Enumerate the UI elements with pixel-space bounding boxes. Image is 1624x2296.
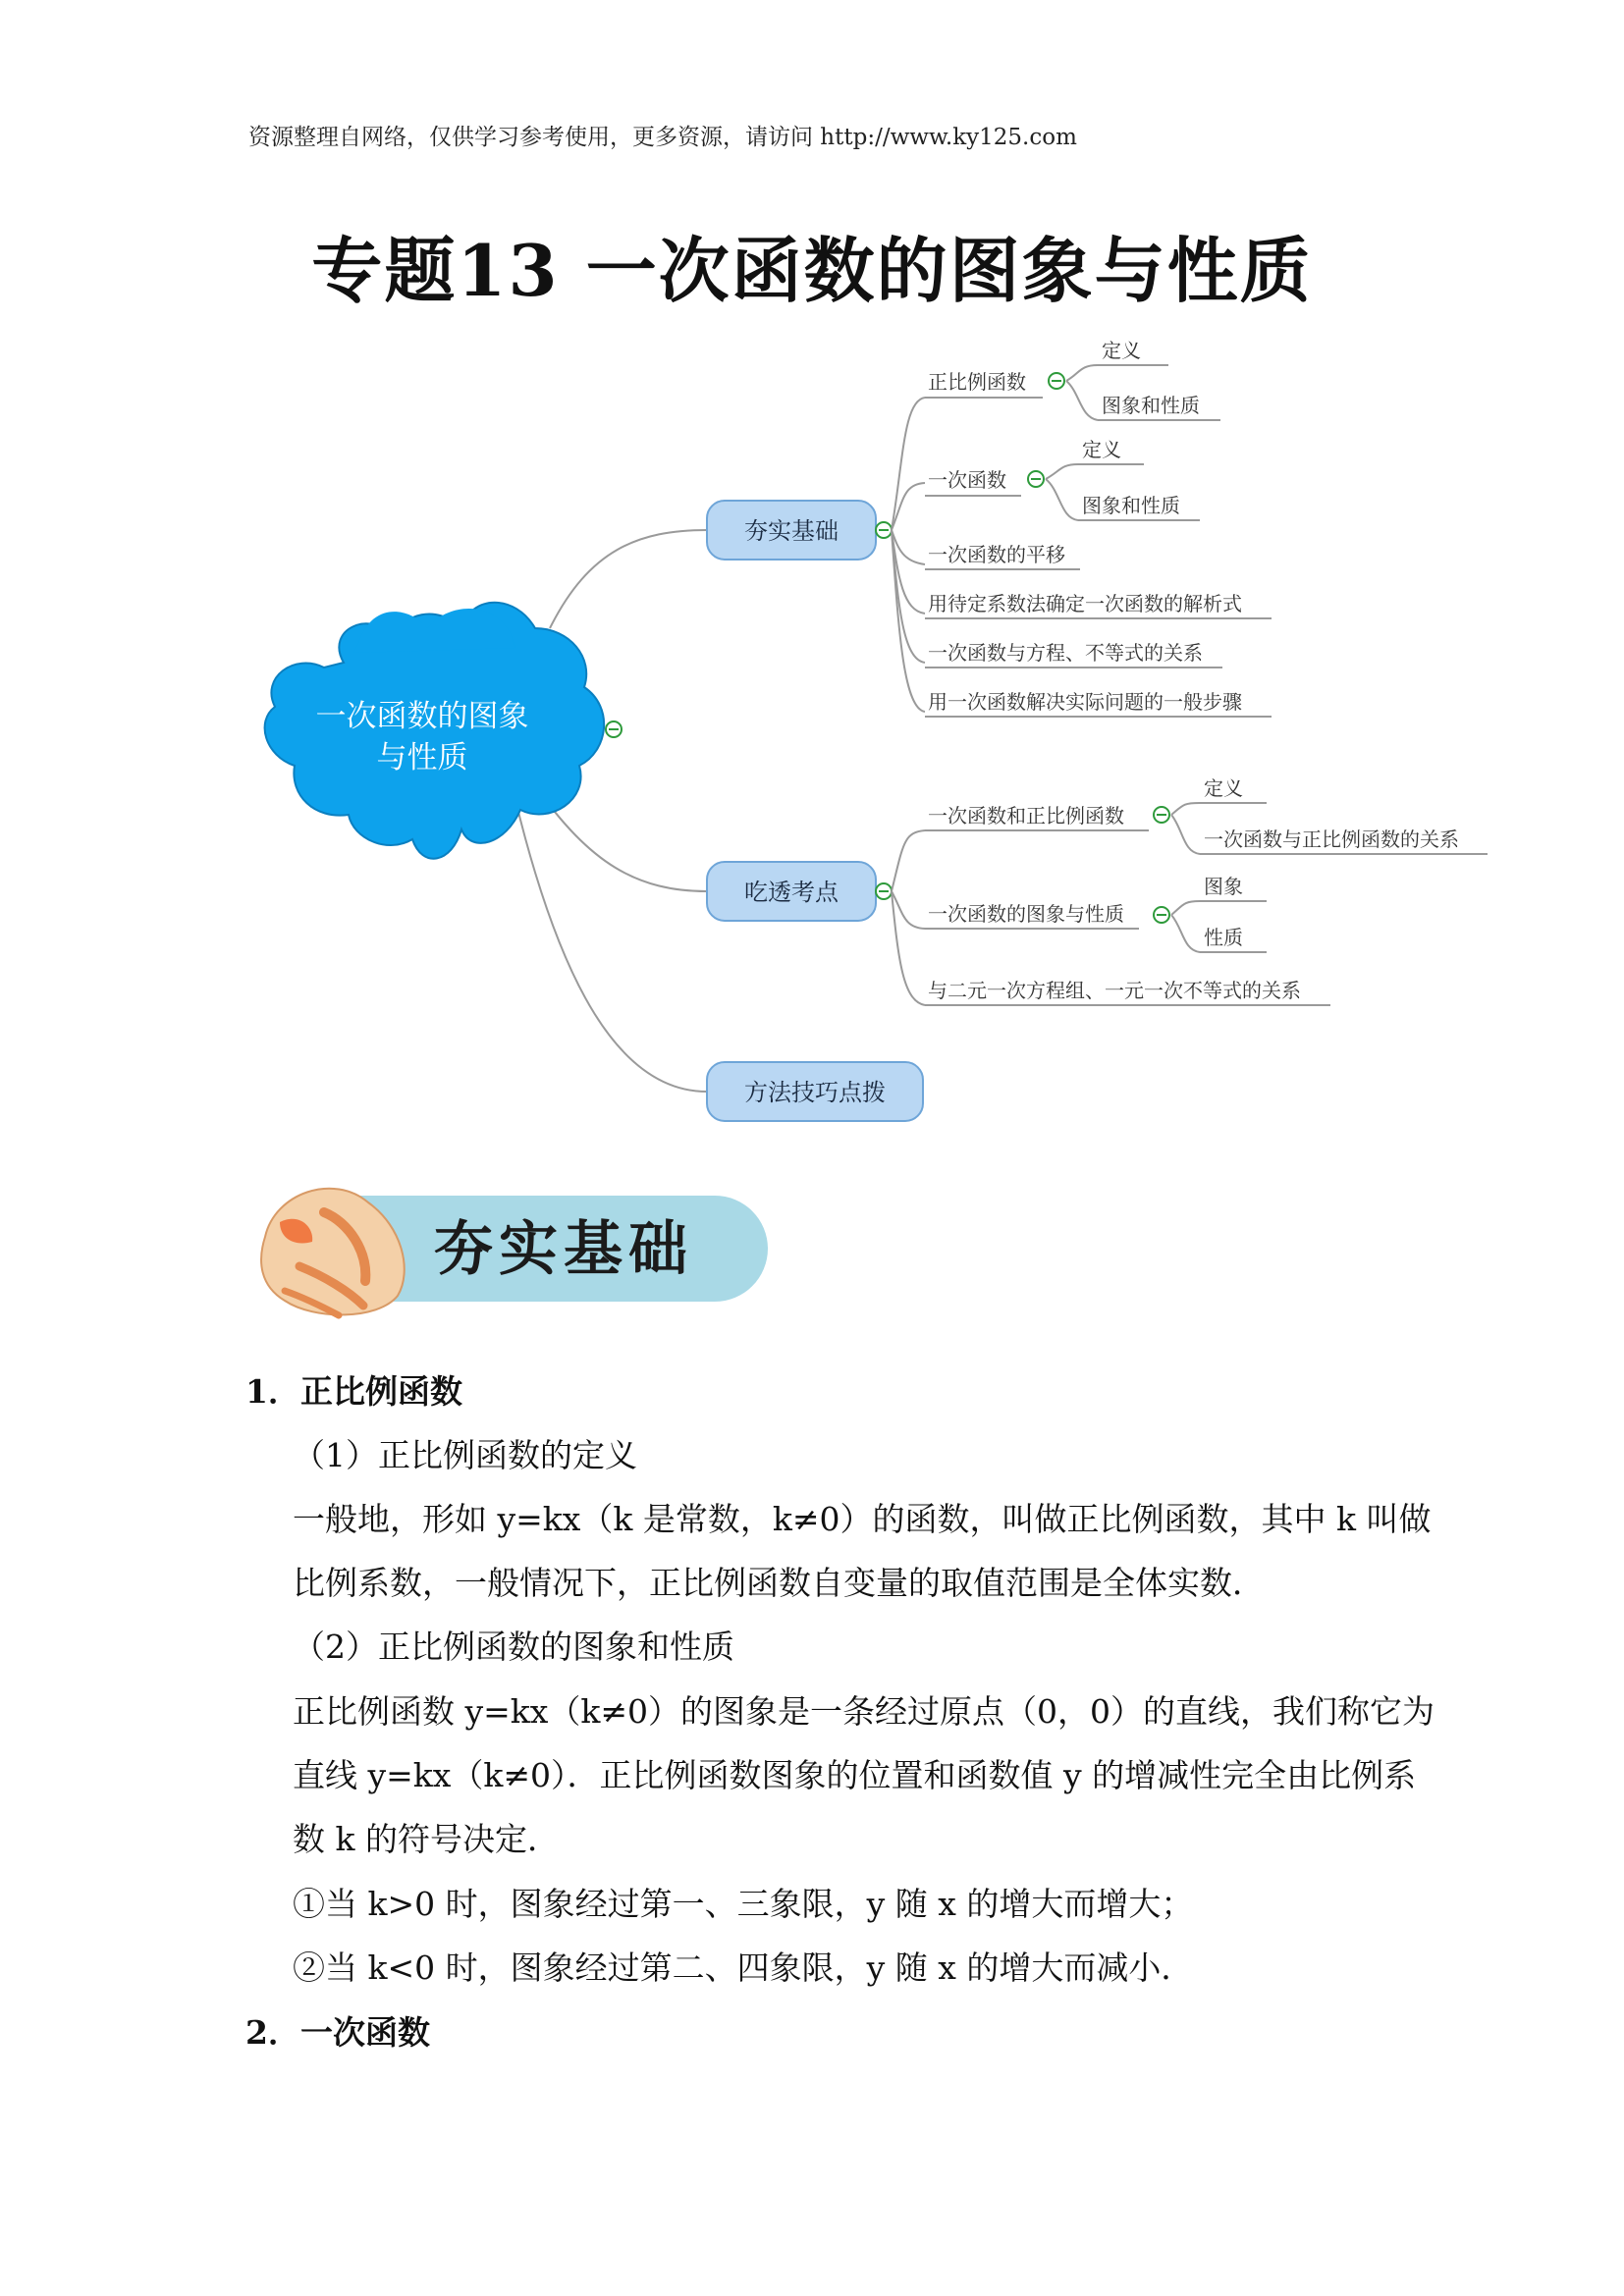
- paragraph-line: 正比例函数 y=kx（k≠0）的图象是一条经过原点（0，0）的直线，我们称它为: [293, 1692, 1435, 1731]
- mindmap-node: 图象和性质: [1102, 394, 1200, 417]
- mindmap-node: 性质: [1204, 926, 1243, 949]
- mindmap-node: 定义: [1082, 438, 1121, 461]
- collapse-icon[interactable]: [876, 883, 892, 899]
- list-item: ②当 k<0 时，图象经过第二、四象限，y 随 x 的增大而减小．: [293, 1949, 1194, 1987]
- mindmap-node: 定义: [1204, 776, 1243, 800]
- paragraph-line: 一般地，形如 y=kx（k 是常数，k≠0）的函数，叫做正比例函数，其中 k 叫做: [293, 1500, 1432, 1538]
- mindmap-node: 一次函数的图象与性质: [928, 902, 1124, 926]
- connector-root-branch3: [515, 800, 707, 1092]
- mindmap-root-node[interactable]: [265, 603, 605, 859]
- header-note: 资源整理自网络，仅供学习参考使用，更多资源，请访问 http://www.ky125.com: [248, 125, 1077, 150]
- mindmap-node: 定义: [1102, 339, 1141, 362]
- mindmap-node: 一次函数与方程、不等式的关系: [928, 641, 1203, 665]
- mindmap-node: 图象和性质: [1082, 494, 1180, 517]
- sub-heading: （1）正比例函数的定义: [293, 1436, 637, 1474]
- mindmap-branch-node[interactable]: [707, 862, 876, 921]
- mindmap-node: 图象: [1204, 875, 1243, 898]
- section-heading: 2．一次函数: [245, 2013, 430, 2052]
- mindmap-node: 正比例函数: [928, 370, 1026, 394]
- mindmap-branch-node[interactable]: [707, 1062, 923, 1121]
- mindmap-node: 一次函数和正比例函数: [928, 804, 1124, 828]
- connector-root-branch1: [550, 530, 707, 628]
- paragraph-line: 比例系数，一般情况下，正比例函数自变量的取值范围是全体实数．: [293, 1564, 1265, 1602]
- collapse-icon[interactable]: [1049, 373, 1064, 389]
- collapse-icon[interactable]: [1154, 807, 1169, 823]
- mindmap-branch-node[interactable]: [707, 501, 876, 560]
- mindmap-node: 与二元一次方程组、一元一次不等式的关系: [928, 979, 1301, 1002]
- section-banner: [261, 1189, 768, 1315]
- mindmap-node: 一次函数与正比例函数的关系: [1204, 828, 1459, 851]
- mindmap-branch-label: 夯实基础: [744, 517, 839, 545]
- mindmap-node: 一次函数的平移: [928, 543, 1065, 566]
- mindmap-branch-label: 吃透考点: [744, 879, 839, 906]
- list-item: ①当 k>0 时，图象经过第一、三象限，y 随 x 的增大而增大；: [293, 1885, 1194, 1923]
- collapse-icon[interactable]: [876, 522, 892, 538]
- paragraph-line: 数 k 的符号决定．: [293, 1820, 560, 1858]
- collapse-icon[interactable]: [606, 721, 622, 737]
- collapse-icon[interactable]: [1028, 471, 1044, 487]
- section-heading: 1．正比例函数: [245, 1372, 462, 1411]
- collapse-icon[interactable]: [1154, 907, 1169, 923]
- section-banner-label: 夯实基础: [434, 1215, 693, 1284]
- mindmap-node: 用一次函数解决实际问题的一般步骤: [928, 690, 1242, 714]
- mindmap-branch-label: 方法技巧点拨: [744, 1079, 886, 1106]
- mindmap-node: 用待定系数法确定一次函数的解析式: [928, 592, 1242, 615]
- sub-heading: （2）正比例函数的图象和性质: [293, 1628, 734, 1666]
- mindmap-root-line1: 一次函数的图象: [315, 699, 529, 734]
- document-title: 专题13 一次函数的图象与性质: [311, 229, 1313, 312]
- paragraph-line: 直线 y=kx（k≠0）．正比例函数图象的位置和函数值 y 的增减性完全由比例系: [293, 1756, 1417, 1794]
- mindmap-node: 一次函数: [928, 468, 1006, 492]
- mindmap-root-line2: 与性质: [376, 740, 468, 775]
